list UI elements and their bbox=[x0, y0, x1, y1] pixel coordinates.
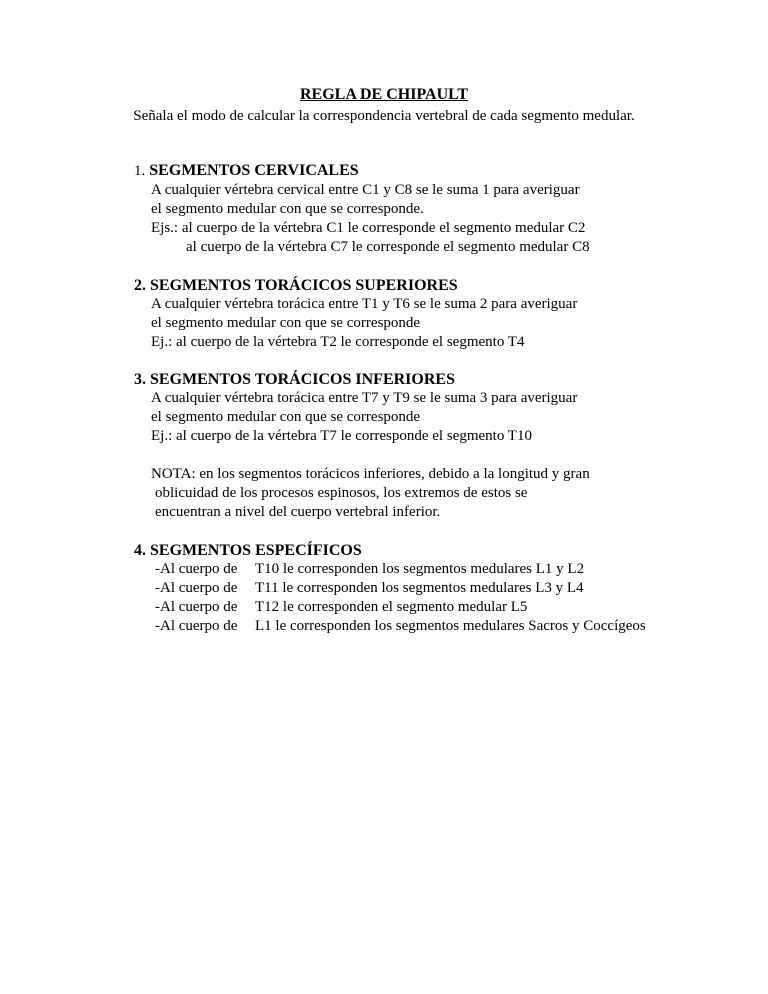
section-4-row-2 bbox=[155, 579, 584, 598]
section-2-line-1: A cualquier vértebra torácica entre T1 y T6 se le suma 2 para averiguar bbox=[151, 296, 578, 312]
section-1-title: SEGMENTOS CERVICALES bbox=[149, 162, 359, 179]
section-3-note-line-3: encuentran a nivel del cuerpo vertebral inferior. bbox=[155, 504, 441, 520]
section-1-line-2: el segmento medular con que se corresponde. bbox=[151, 201, 424, 217]
section-4-title: SEGMENTOS ESPECÍFICOS bbox=[150, 542, 362, 559]
section-3-line-1: A cualquier vértebra torácica entre T7 y T9 se le suma 3 para averiguar bbox=[151, 390, 578, 406]
section-4-row-3 bbox=[155, 598, 527, 617]
section-4-row-3-text: T12 le corresponden el segmento medular L5 bbox=[255, 599, 528, 615]
document-title-text: REGLA DE CHIPAULT bbox=[299, 86, 469, 103]
section-1-number: 1. bbox=[134, 163, 146, 179]
section-4-row-1-text: T10 le corresponden los segmentos medulares L1 y L2 bbox=[255, 561, 585, 577]
section-2-line-3: Ej.: al cuerpo de la vértebra T2 le corresponde el segmento T4 bbox=[151, 334, 525, 350]
section-1-heading bbox=[134, 161, 359, 181]
section-2-number: 2. bbox=[134, 277, 146, 294]
section-3-line-3: Ej.: al cuerpo de la vértebra T7 le corresponde el segmento T10 bbox=[151, 428, 532, 444]
section-4-row-1 bbox=[155, 560, 584, 579]
section-3-line-2: el segmento medular con que se corresponde bbox=[151, 409, 421, 425]
section-4-row-4-text: L1 le corresponden los segmentos medulares Sacros y Coccígeos bbox=[255, 618, 646, 634]
section-4-row-1-prefix: -Al cuerpo de bbox=[155, 561, 238, 577]
section-2-title: SEGMENTOS TORÁCICOS SUPERIORES bbox=[150, 277, 458, 294]
section-3-note-line-2: oblicuidad de los procesos espinosos, los extremos de estos se bbox=[155, 485, 528, 501]
section-3-heading bbox=[134, 370, 455, 390]
section-1-line-4: al cuerpo de la vértebra C7 le corresponde el segmento medular C8 bbox=[186, 239, 590, 255]
document-subtitle: Señala el modo de calcular la correspondencia vertebral de cada segmento medular. bbox=[133, 108, 635, 124]
section-4-row-4-prefix: -Al cuerpo de bbox=[155, 618, 238, 634]
section-4-number: 4. bbox=[134, 542, 146, 559]
section-3-note-line-1: NOTA: en los segmentos torácicos inferiores, debido a la longitud y gran bbox=[151, 466, 590, 482]
section-4-row-3-prefix: -Al cuerpo de bbox=[155, 599, 238, 615]
section-3-number: 3. bbox=[134, 371, 146, 388]
document-title bbox=[0, 85, 768, 104]
section-4-heading bbox=[134, 541, 362, 561]
section-4-row-2-text: T11 le corresponden los segmentos medulares L3 y L4 bbox=[255, 580, 584, 596]
section-2-line-2: el segmento medular con que se corresponde bbox=[151, 315, 421, 331]
section-4-row-2-prefix: -Al cuerpo de bbox=[155, 580, 238, 596]
section-1-line-3: Ejs.: al cuerpo de la vértebra C1 le corresponde el segmento medular C2 bbox=[151, 220, 586, 236]
section-4-row-4 bbox=[155, 617, 646, 636]
section-3-title: SEGMENTOS TORÁCICOS INFERIORES bbox=[150, 371, 455, 388]
section-1-line-1: A cualquier vértebra cervical entre C1 y C8 se le suma 1 para averiguar bbox=[151, 182, 580, 198]
section-2-heading bbox=[134, 276, 458, 296]
